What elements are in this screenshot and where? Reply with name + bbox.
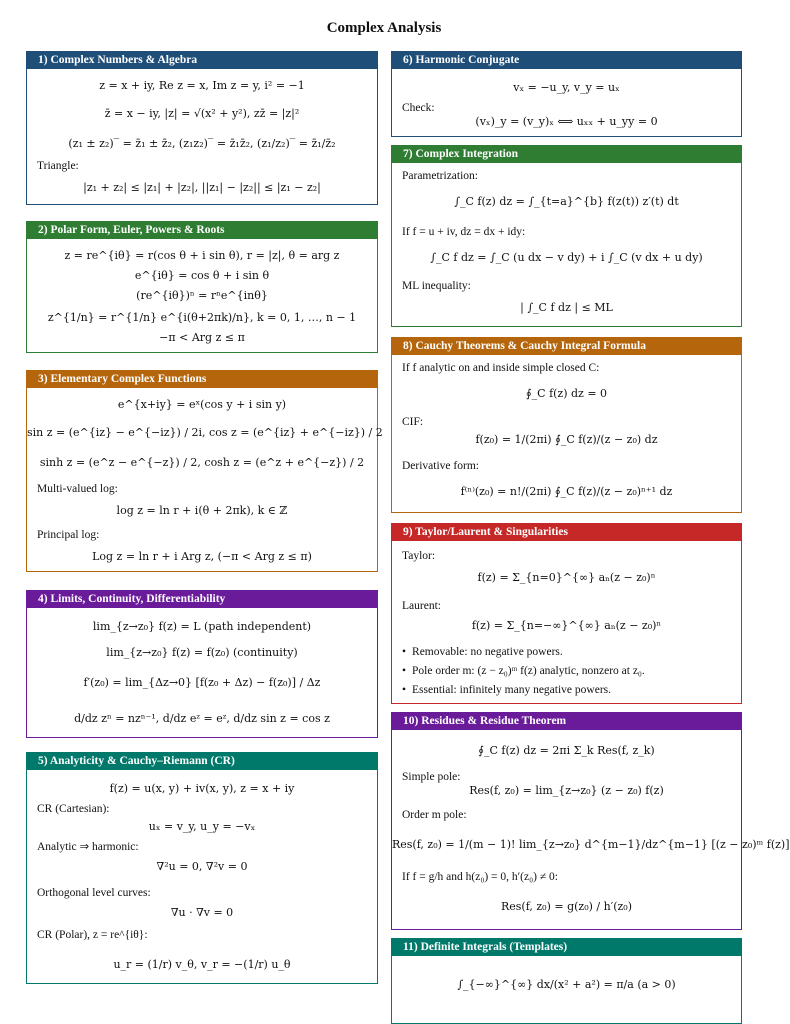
formula-de-moivre: (re^{iθ})ⁿ = rⁿe^{inθ} <box>136 289 268 302</box>
formula-derivative-rules: d/dz zⁿ = nzⁿ⁻¹, d/dz eᶻ = eᶻ, d/dz sin z = cos z <box>74 712 330 725</box>
document-title: Complex Analysis <box>326 20 442 36</box>
formula-definite-integral: ∫_{−∞}^{∞} dx/(x² + a²) = π/a (a > 0) <box>457 978 676 991</box>
section-title: 1) Complex Numbers & Algebra <box>27 52 377 69</box>
label-cr-cartesian: CR (Cartesian): <box>37 803 110 815</box>
formula-hyperbolic: sinh z = (e^z − e^{−z}) / 2, cosh z = (e^z + e^{−z}) / 2 <box>39 456 365 469</box>
label-simple-pole: Simple pole: <box>402 771 461 783</box>
section-title: 3) Elementary Complex Functions <box>27 371 377 388</box>
formula-laplace: ∇²u = 0, ∇²v = 0 <box>156 860 248 873</box>
formula-roots: z^{1/n} = r^{1/n} e^{i(θ+2πk)/n}, k = 0, 1, …, n − 1 <box>47 311 357 324</box>
section-limits <box>26 590 378 738</box>
section-complex-integration <box>391 145 742 327</box>
label-multivalued-log: Multi-valued log: <box>37 483 118 495</box>
formula-order-m-pole: Res(f, z₀) = 1/(m − 1)! lim_{z→z₀} d^{m−1}/dz^{m−1} [(z − z₀)ᵐ f(z)] <box>392 838 790 851</box>
formula-conjugate-modulus: z̄ = x − iy, |z| = √(x² + y²), zz̄ = |z|² <box>104 107 300 120</box>
label-orthogonal: Orthogonal level curves: <box>37 887 151 899</box>
section-taylor-laurent <box>391 523 742 704</box>
formula-cr-polar: u_r = (1/r) v_θ, v_r = −(1/r) u_θ <box>113 958 291 971</box>
label-cr-polar: CR (Polar), z = re^{iθ}: <box>37 929 148 941</box>
formula-derivative: f′(z₀) = lim_{Δz→0} [f(z₀ + Δz) − f(z₀)] / Δz <box>83 676 321 689</box>
section-cauchy-theorems <box>391 337 742 513</box>
label-split-integral: If f = u + iv, dz = dx + idy: <box>402 226 526 238</box>
formula-definition: z = x + iy, Re z = x, Im z = y, i² = −1 <box>99 79 305 92</box>
section-title: 10) Residues & Residue Theorem <box>392 713 741 730</box>
formula-laurent: f(z) = Σ_{n=−∞}^{∞} aₙ(z − z₀)ⁿ <box>471 619 662 632</box>
formula-polar: z = re^{iθ} = r(cos θ + i sin θ), r = |z|, θ = arg z <box>64 249 340 262</box>
formula-cr-cartesian: uₓ = v_y, u_y = −vₓ <box>148 820 256 833</box>
formula-conjugate-relations: vₓ = −u_y, v_y = uₓ <box>513 81 620 94</box>
formula-ml-inequality: | ∫_C f dz | ≤ ML <box>520 301 613 314</box>
formula-taylor: f(z) = Σ_{n=0}^{∞} aₙ(z − z₀)ⁿ <box>477 571 656 584</box>
section-title: 2) Polar Form, Euler, Powers & Roots <box>27 222 377 239</box>
formula-log: log z = ln r + i(θ + 2πk), k ∈ ℤ <box>116 504 288 517</box>
label-cif: CIF: <box>402 416 424 428</box>
label-ml-inequality: ML inequality: <box>402 280 471 292</box>
bullet-removable: • Removable: no negative powers. <box>402 645 563 659</box>
formula-cif: f(z₀) = 1/(2πi) ∮_C f(z)/(z − z₀) dz <box>475 433 658 446</box>
section-elementary-functions <box>26 370 383 572</box>
section-title: 7) Complex Integration <box>392 146 741 163</box>
formula-simple-pole: Res(f, z₀) = lim_{z→z₀} (z − z₀) f(z) <box>469 784 664 797</box>
formula-euler: e^{iθ} = cos θ + i sin θ <box>134 269 270 282</box>
bullet-essential: • Essential: infinitely many negative powers. <box>402 683 611 697</box>
label-taylor: Taylor: <box>402 550 436 562</box>
formula-complex-function: f(z) = u(x, y) + iv(x, y), z = x + iy <box>109 782 295 795</box>
section-complex-numbers <box>26 51 378 205</box>
formula-conjugate-rules: (z₁ ± z₂)‾ = z̄₁ ± z̄₂, (z₁z₂)‾ = z̄₁z̄₂, (z₁/z₂)‾ = z̄₁/z̄₂ <box>68 137 336 150</box>
label-analytic-inside: If f analytic on and inside simple closed C: <box>402 362 600 374</box>
formula-continuity: lim_{z→z₀} f(z) = f(z₀) (continuity) <box>106 646 298 659</box>
label-analytic-harmonic: Analytic ⇒ harmonic: <box>37 841 139 853</box>
label-principal-log: Principal log: <box>37 529 100 541</box>
section-cauchy-riemann <box>26 752 378 984</box>
formula-residue-theorem: ∮_C f(z) dz = 2πi Σ_k Res(f, z_k) <box>478 744 655 757</box>
label-quotient: If f = g/h and h(z₀) = 0, h′(z₀) ≠ 0: <box>402 871 558 883</box>
section-definite-integrals <box>391 938 742 1024</box>
formula-trig: sin z = (e^{iz} − e^{−iz}) / 2i, cos z = (e^{iz} + e^{−iz}) / 2 <box>27 426 383 439</box>
formula-parametrization: ∫_C f(z) dz = ∫_{t=a}^{b} f(z(t)) z′(t) dt <box>454 195 679 208</box>
section-title: 6) Harmonic Conjugate <box>392 52 741 69</box>
formula-exp: e^{x+iy} = eˣ(cos y + i sin y) <box>117 398 287 411</box>
formula-check: (vₓ)_y = (v_y)ₓ ⟺ uₓₓ + u_yy = 0 <box>475 115 658 128</box>
label-triangle: Triangle: <box>37 160 79 172</box>
label-check: Check: <box>402 102 435 114</box>
section-title: 9) Taylor/Laurent & Singularities <box>392 524 741 541</box>
formula-limit: lim_{z→z₀} f(z) = L (path independent) <box>92 620 312 633</box>
formula-cauchy-theorem: ∮_C f(z) dz = 0 <box>525 387 608 400</box>
formula-principal-log: Log z = ln r + i Arg z, (−π < Arg z ≤ π) <box>92 550 312 563</box>
section-title: 8) Cauchy Theorems & Cauchy Integral Formula <box>392 338 741 355</box>
bullet-pole: • Pole order m: (z − z₀)ᵐ f(z) analytic, nonzero at z₀. <box>402 664 645 678</box>
section-harmonic-conjugate <box>391 51 742 137</box>
formula-principal-arg: −π < Arg z ≤ π <box>159 331 245 344</box>
formula-derivative-form: f⁽ⁿ⁾(z₀) = n!/(2πi) ∮_C f(z)/(z − z₀)ⁿ⁺¹ dz <box>460 485 673 498</box>
label-parametrization: Parametrization: <box>402 170 478 182</box>
formula-triangle-inequality: |z₁ + z₂| ≤ |z₁| + |z₂|, ||z₁| − |z₂|| ≤ |z₁ − z₂| <box>83 181 321 194</box>
formula-split-integral: ∫_C f dz = ∫_C (u dx − v dy) + i ∫_C (v dx + u dy) <box>430 251 703 264</box>
section-residues <box>391 712 790 930</box>
formula-orthogonal: ∇u · ∇v = 0 <box>170 906 234 919</box>
section-title: 5) Analyticity & Cauchy–Riemann (CR) <box>27 753 377 770</box>
label-order-m-pole: Order m pole: <box>402 809 467 821</box>
section-title: 4) Limits, Continuity, Differentiability <box>27 591 377 608</box>
label-laurent: Laurent: <box>402 600 441 612</box>
section-polar-form <box>26 221 378 353</box>
formula-quotient-residue: Res(f, z₀) = g(z₀) / h′(z₀) <box>500 900 632 913</box>
label-derivative-form: Derivative form: <box>402 460 479 472</box>
section-title: 11) Definite Integrals (Templates) <box>392 939 741 956</box>
